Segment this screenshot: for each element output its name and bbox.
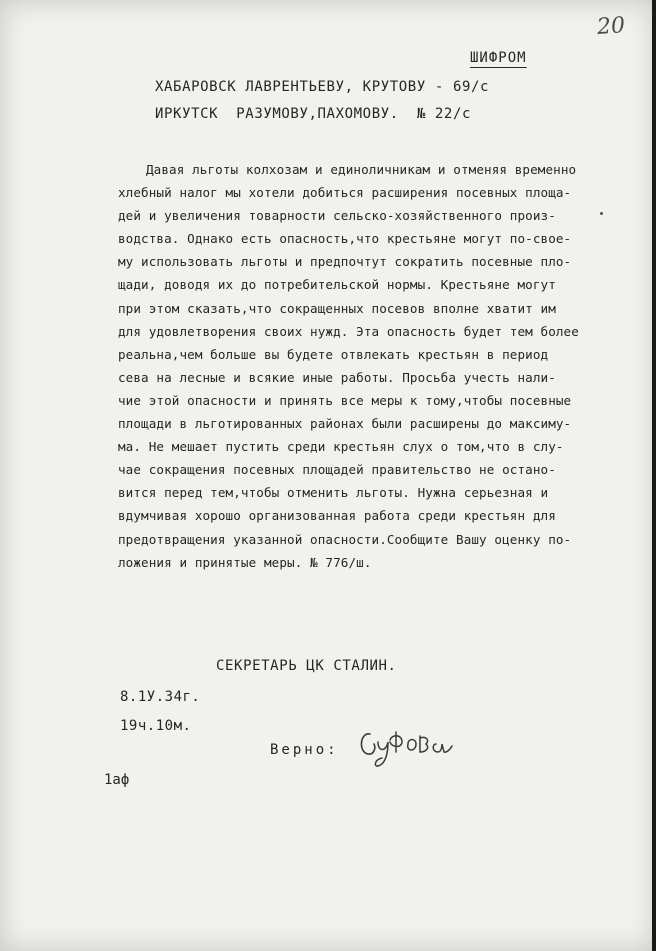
addressee-line: ИРКУТСК РАЗУМОВУ,ПАХОМОВУ. № 22/с bbox=[155, 106, 472, 122]
body-line: вдумчивая хорошо организованная работа среди крестьян для bbox=[118, 508, 556, 524]
handwritten-signature bbox=[356, 722, 456, 768]
body-line: му использовать льготы и предпочтут сократить посевные пло- bbox=[118, 254, 572, 270]
addressee-line: ХАБАРОВСК ЛАВРЕНТЬЕВУ, КРУТОВУ - 69/с bbox=[155, 79, 490, 95]
verified-label: Верно: bbox=[270, 742, 339, 758]
body-line: сева на лесные и всякие иные работы. Просьба учесть нали- bbox=[118, 369, 556, 385]
ink-speck bbox=[600, 212, 603, 215]
body-line: реальна,чем больше вы будете отвлекать крестьян в период bbox=[118, 346, 549, 362]
body-line: щади, доводя их до потребительской нормы. Крестьяне могут bbox=[118, 277, 556, 293]
body-line: дей и увеличения товарности сельско-хозяйственного произ- bbox=[118, 208, 556, 224]
signature-line: СЕКРЕТАРЬ ЦК СТАЛИН. bbox=[216, 658, 397, 674]
body-line: предотвращения указанной опасности.Сообщите Вашу оценку по- bbox=[118, 531, 572, 547]
page-number: 20 bbox=[596, 13, 626, 40]
body-line: ложения и принятые меры. № 776/ш. bbox=[118, 554, 372, 570]
body-line: чае сокращения посевных площадей правительство не остано- bbox=[118, 462, 556, 478]
body-line: водства. Однако есть опасность,что крестьяне могут по-свое- bbox=[118, 231, 572, 247]
verified-line bbox=[270, 742, 339, 758]
date: 8.1У.34г. bbox=[120, 689, 201, 705]
cipher-mark: ШИФРОМ bbox=[470, 50, 527, 66]
scan-edge bbox=[652, 0, 656, 951]
body-line: при этом сказать,что сокращенных посевов вполне хватит им bbox=[118, 300, 556, 316]
body-line: площади в льготированных районах были расширены до максиму- bbox=[118, 416, 572, 432]
body-line: хлебный налог мы хотели добиться расширения посевных площа- bbox=[118, 185, 572, 201]
time: 19ч.10м. bbox=[120, 718, 192, 734]
body-line: Давая льготы колхозам и единоличникам и отменяя временно bbox=[146, 162, 577, 177]
body-line: вится перед тем,чтобы отменить льготы. Нужна серьезная и bbox=[118, 485, 549, 501]
body-line: ма. Не мешает пустить среди крестьян слух о том,что в слу- bbox=[118, 439, 564, 455]
copy-mark: 1аф bbox=[104, 772, 130, 788]
body-line: чие этой опасности и принять все меры к тому,чтобы посевные bbox=[118, 392, 572, 408]
body-line: для удовлетворения своих нужд. Эта опасность будет тем более bbox=[118, 323, 579, 339]
telegram-body bbox=[118, 158, 638, 574]
